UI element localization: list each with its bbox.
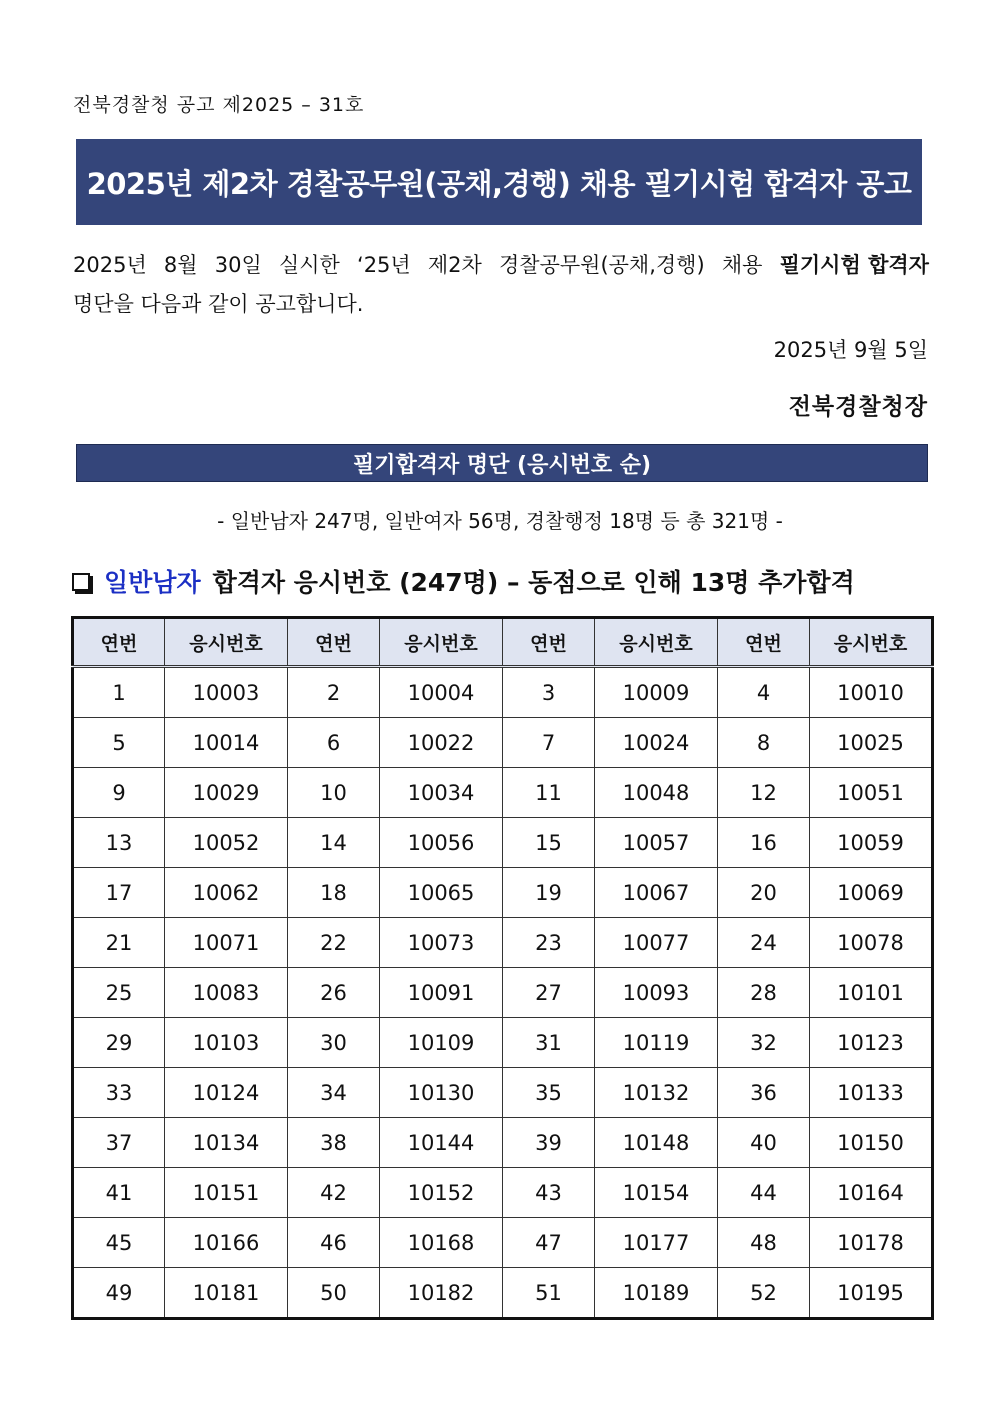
- serial-number-cell: 14: [288, 818, 380, 868]
- serial-number-cell: 3: [503, 667, 595, 718]
- serial-number-cell: 23: [503, 918, 595, 968]
- results-table: [71, 616, 934, 1320]
- serial-number-cell: 51: [503, 1268, 595, 1319]
- column-header: 연번: [718, 618, 810, 667]
- exam-number-cell: 10189: [595, 1268, 718, 1319]
- exam-number-cell: 10083: [165, 968, 288, 1018]
- notice-number: 전북경찰청 공고 제2025 – 31호: [73, 94, 365, 116]
- exam-number-cell: 10071: [165, 918, 288, 968]
- serial-number-cell: 48: [718, 1218, 810, 1268]
- serial-number-cell: 44: [718, 1168, 810, 1218]
- table-row: [73, 918, 933, 968]
- serial-number-cell: 50: [288, 1268, 380, 1319]
- exam-number-cell: 10077: [595, 918, 718, 968]
- intro-word: 채용: [721, 253, 763, 277]
- serial-number-cell: 27: [503, 968, 595, 1018]
- serial-number-cell: 35: [503, 1068, 595, 1118]
- exam-number-cell: 10119: [595, 1018, 718, 1068]
- serial-number-cell: 25: [73, 968, 165, 1018]
- exam-number-cell: 10166: [165, 1218, 288, 1268]
- notice-date: 2025년 9월 5일: [773, 338, 928, 362]
- intro-word: 경찰공무원(공채,경행): [499, 253, 705, 277]
- serial-number-cell: 34: [288, 1068, 380, 1118]
- summary-text: - 일반남자 247명, 일반여자 56명, 경찰행정 18명 등 총 321명 -: [217, 509, 783, 533]
- section-description: 합격자 응시번호 (247명) – 동점으로 인해 13명 추가합격: [212, 568, 855, 597]
- exam-number-cell: 10004: [380, 667, 503, 718]
- serial-number-cell: 6: [288, 718, 380, 768]
- exam-number-cell: 10101: [810, 968, 933, 1018]
- intro-word: 제2차: [427, 253, 482, 277]
- exam-number-cell: 10024: [595, 718, 718, 768]
- exam-number-cell: 10025: [810, 718, 933, 768]
- serial-number-cell: 20: [718, 868, 810, 918]
- serial-number-cell: 19: [503, 868, 595, 918]
- intro-word: 30일: [214, 253, 262, 277]
- column-header: 연번: [73, 618, 165, 667]
- serial-number-cell: 46: [288, 1218, 380, 1268]
- serial-number-cell: 17: [73, 868, 165, 918]
- serial-number-cell: 39: [503, 1118, 595, 1168]
- intro-line-2: 명단을 다음과 같이 공고합니다.: [73, 292, 364, 316]
- column-header: 응시번호: [165, 618, 288, 667]
- exam-number-cell: 10073: [380, 918, 503, 968]
- serial-number-cell: 33: [73, 1068, 165, 1118]
- serial-number-cell: 52: [718, 1268, 810, 1319]
- column-header: 응시번호: [810, 618, 933, 667]
- exam-number-cell: 10051: [810, 768, 933, 818]
- column-header: 응시번호: [595, 618, 718, 667]
- intro-paragraph: [73, 246, 929, 324]
- table-row: [73, 1018, 933, 1068]
- serial-number-cell: 18: [288, 868, 380, 918]
- serial-number-cell: 37: [73, 1118, 165, 1168]
- table-row: [73, 1068, 933, 1118]
- signer: 전북경찰청장: [788, 394, 928, 420]
- serial-number-cell: 29: [73, 1018, 165, 1068]
- exam-number-cell: 10168: [380, 1218, 503, 1268]
- table-row: [73, 1168, 933, 1218]
- exam-number-cell: 10069: [810, 868, 933, 918]
- intro-word: 2025년: [73, 253, 147, 277]
- exam-number-cell: 10177: [595, 1218, 718, 1268]
- intro-word: ‘25년: [357, 253, 411, 277]
- serial-number-cell: 21: [73, 918, 165, 968]
- exam-number-cell: 10014: [165, 718, 288, 768]
- list-title: 필기합격자 명단 (응시번호 순): [76, 444, 928, 482]
- exam-number-cell: 10182: [380, 1268, 503, 1319]
- serial-number-cell: 49: [73, 1268, 165, 1319]
- exam-number-cell: 10132: [595, 1068, 718, 1118]
- exam-number-cell: 10078: [810, 918, 933, 968]
- exam-number-cell: 10134: [165, 1118, 288, 1168]
- table-row: [73, 968, 933, 1018]
- serial-number-cell: 12: [718, 768, 810, 818]
- serial-number-cell: 38: [288, 1118, 380, 1168]
- section-category: 일반남자: [104, 568, 201, 597]
- exam-number-cell: 10022: [380, 718, 503, 768]
- exam-number-cell: 10181: [165, 1268, 288, 1319]
- exam-number-cell: 10124: [165, 1068, 288, 1118]
- exam-number-cell: 10059: [810, 818, 933, 868]
- exam-number-cell: 10103: [165, 1018, 288, 1068]
- exam-number-cell: 10150: [810, 1118, 933, 1168]
- intro-emphasis: 필기시험 합격자: [779, 253, 929, 277]
- exam-number-cell: 10052: [165, 818, 288, 868]
- serial-number-cell: 42: [288, 1168, 380, 1218]
- serial-number-cell: 11: [503, 768, 595, 818]
- table-row: [73, 818, 933, 868]
- serial-number-cell: 22: [288, 918, 380, 968]
- exam-number-cell: 10010: [810, 667, 933, 718]
- table-row: [73, 868, 933, 918]
- intro-line-1: [73, 246, 929, 285]
- exam-number-cell: 10144: [380, 1118, 503, 1168]
- column-header: 응시번호: [380, 618, 503, 667]
- serial-number-cell: 47: [503, 1218, 595, 1268]
- exam-number-cell: 10009: [595, 667, 718, 718]
- table-row: [73, 1218, 933, 1268]
- exam-number-cell: 10178: [810, 1218, 933, 1268]
- exam-number-cell: 10093: [595, 968, 718, 1018]
- serial-number-cell: 5: [73, 718, 165, 768]
- intro-word: 8월: [163, 253, 198, 277]
- table-row: [73, 1118, 933, 1168]
- exam-number-cell: 10065: [380, 868, 503, 918]
- serial-number-cell: 30: [288, 1018, 380, 1068]
- serial-number-cell: 16: [718, 818, 810, 868]
- exam-number-cell: 10151: [165, 1168, 288, 1218]
- exam-number-cell: 10034: [380, 768, 503, 818]
- exam-number-cell: 10109: [380, 1018, 503, 1068]
- exam-number-cell: 10029: [165, 768, 288, 818]
- table-row: [73, 1268, 933, 1319]
- serial-number-cell: 4: [718, 667, 810, 718]
- exam-number-cell: 10154: [595, 1168, 718, 1218]
- serial-number-cell: 31: [503, 1018, 595, 1068]
- serial-number-cell: 13: [73, 818, 165, 868]
- exam-number-cell: 10152: [380, 1168, 503, 1218]
- exam-number-cell: 10130: [380, 1068, 503, 1118]
- serial-number-cell: 9: [73, 768, 165, 818]
- serial-number-cell: 7: [503, 718, 595, 768]
- serial-number-cell: 36: [718, 1068, 810, 1118]
- serial-number-cell: 24: [718, 918, 810, 968]
- serial-number-cell: 15: [503, 818, 595, 868]
- intro-word: 실시한: [278, 253, 340, 277]
- serial-number-cell: 41: [73, 1168, 165, 1218]
- exam-number-cell: 10062: [165, 868, 288, 918]
- checkbox-icon: [72, 573, 90, 591]
- serial-number-cell: 45: [73, 1218, 165, 1268]
- exam-number-cell: 10067: [595, 868, 718, 918]
- exam-number-cell: 10057: [595, 818, 718, 868]
- exam-number-cell: 10091: [380, 968, 503, 1018]
- column-header: 연번: [288, 618, 380, 667]
- column-header: 연번: [503, 618, 595, 667]
- exam-number-cell: 10123: [810, 1018, 933, 1068]
- section-heading: [72, 563, 855, 599]
- serial-number-cell: 32: [718, 1018, 810, 1068]
- exam-number-cell: 10195: [810, 1268, 933, 1319]
- serial-number-cell: 1: [73, 667, 165, 718]
- serial-number-cell: 10: [288, 768, 380, 818]
- table-row: [73, 718, 933, 768]
- page-title: 2025년 제2차 경찰공무원(공채,경행) 채용 필기시험 합격자 공고: [76, 139, 922, 225]
- serial-number-cell: 43: [503, 1168, 595, 1218]
- exam-number-cell: 10148: [595, 1118, 718, 1168]
- serial-number-cell: 40: [718, 1118, 810, 1168]
- exam-number-cell: 10003: [165, 667, 288, 718]
- serial-number-cell: 26: [288, 968, 380, 1018]
- table-header-row: [73, 618, 933, 667]
- table-row: [73, 667, 933, 718]
- serial-number-cell: 8: [718, 718, 810, 768]
- exam-number-cell: 10056: [380, 818, 503, 868]
- serial-number-cell: 2: [288, 667, 380, 718]
- serial-number-cell: 28: [718, 968, 810, 1018]
- exam-number-cell: 10133: [810, 1068, 933, 1118]
- exam-number-cell: 10048: [595, 768, 718, 818]
- exam-number-cell: 10164: [810, 1168, 933, 1218]
- table-row: [73, 768, 933, 818]
